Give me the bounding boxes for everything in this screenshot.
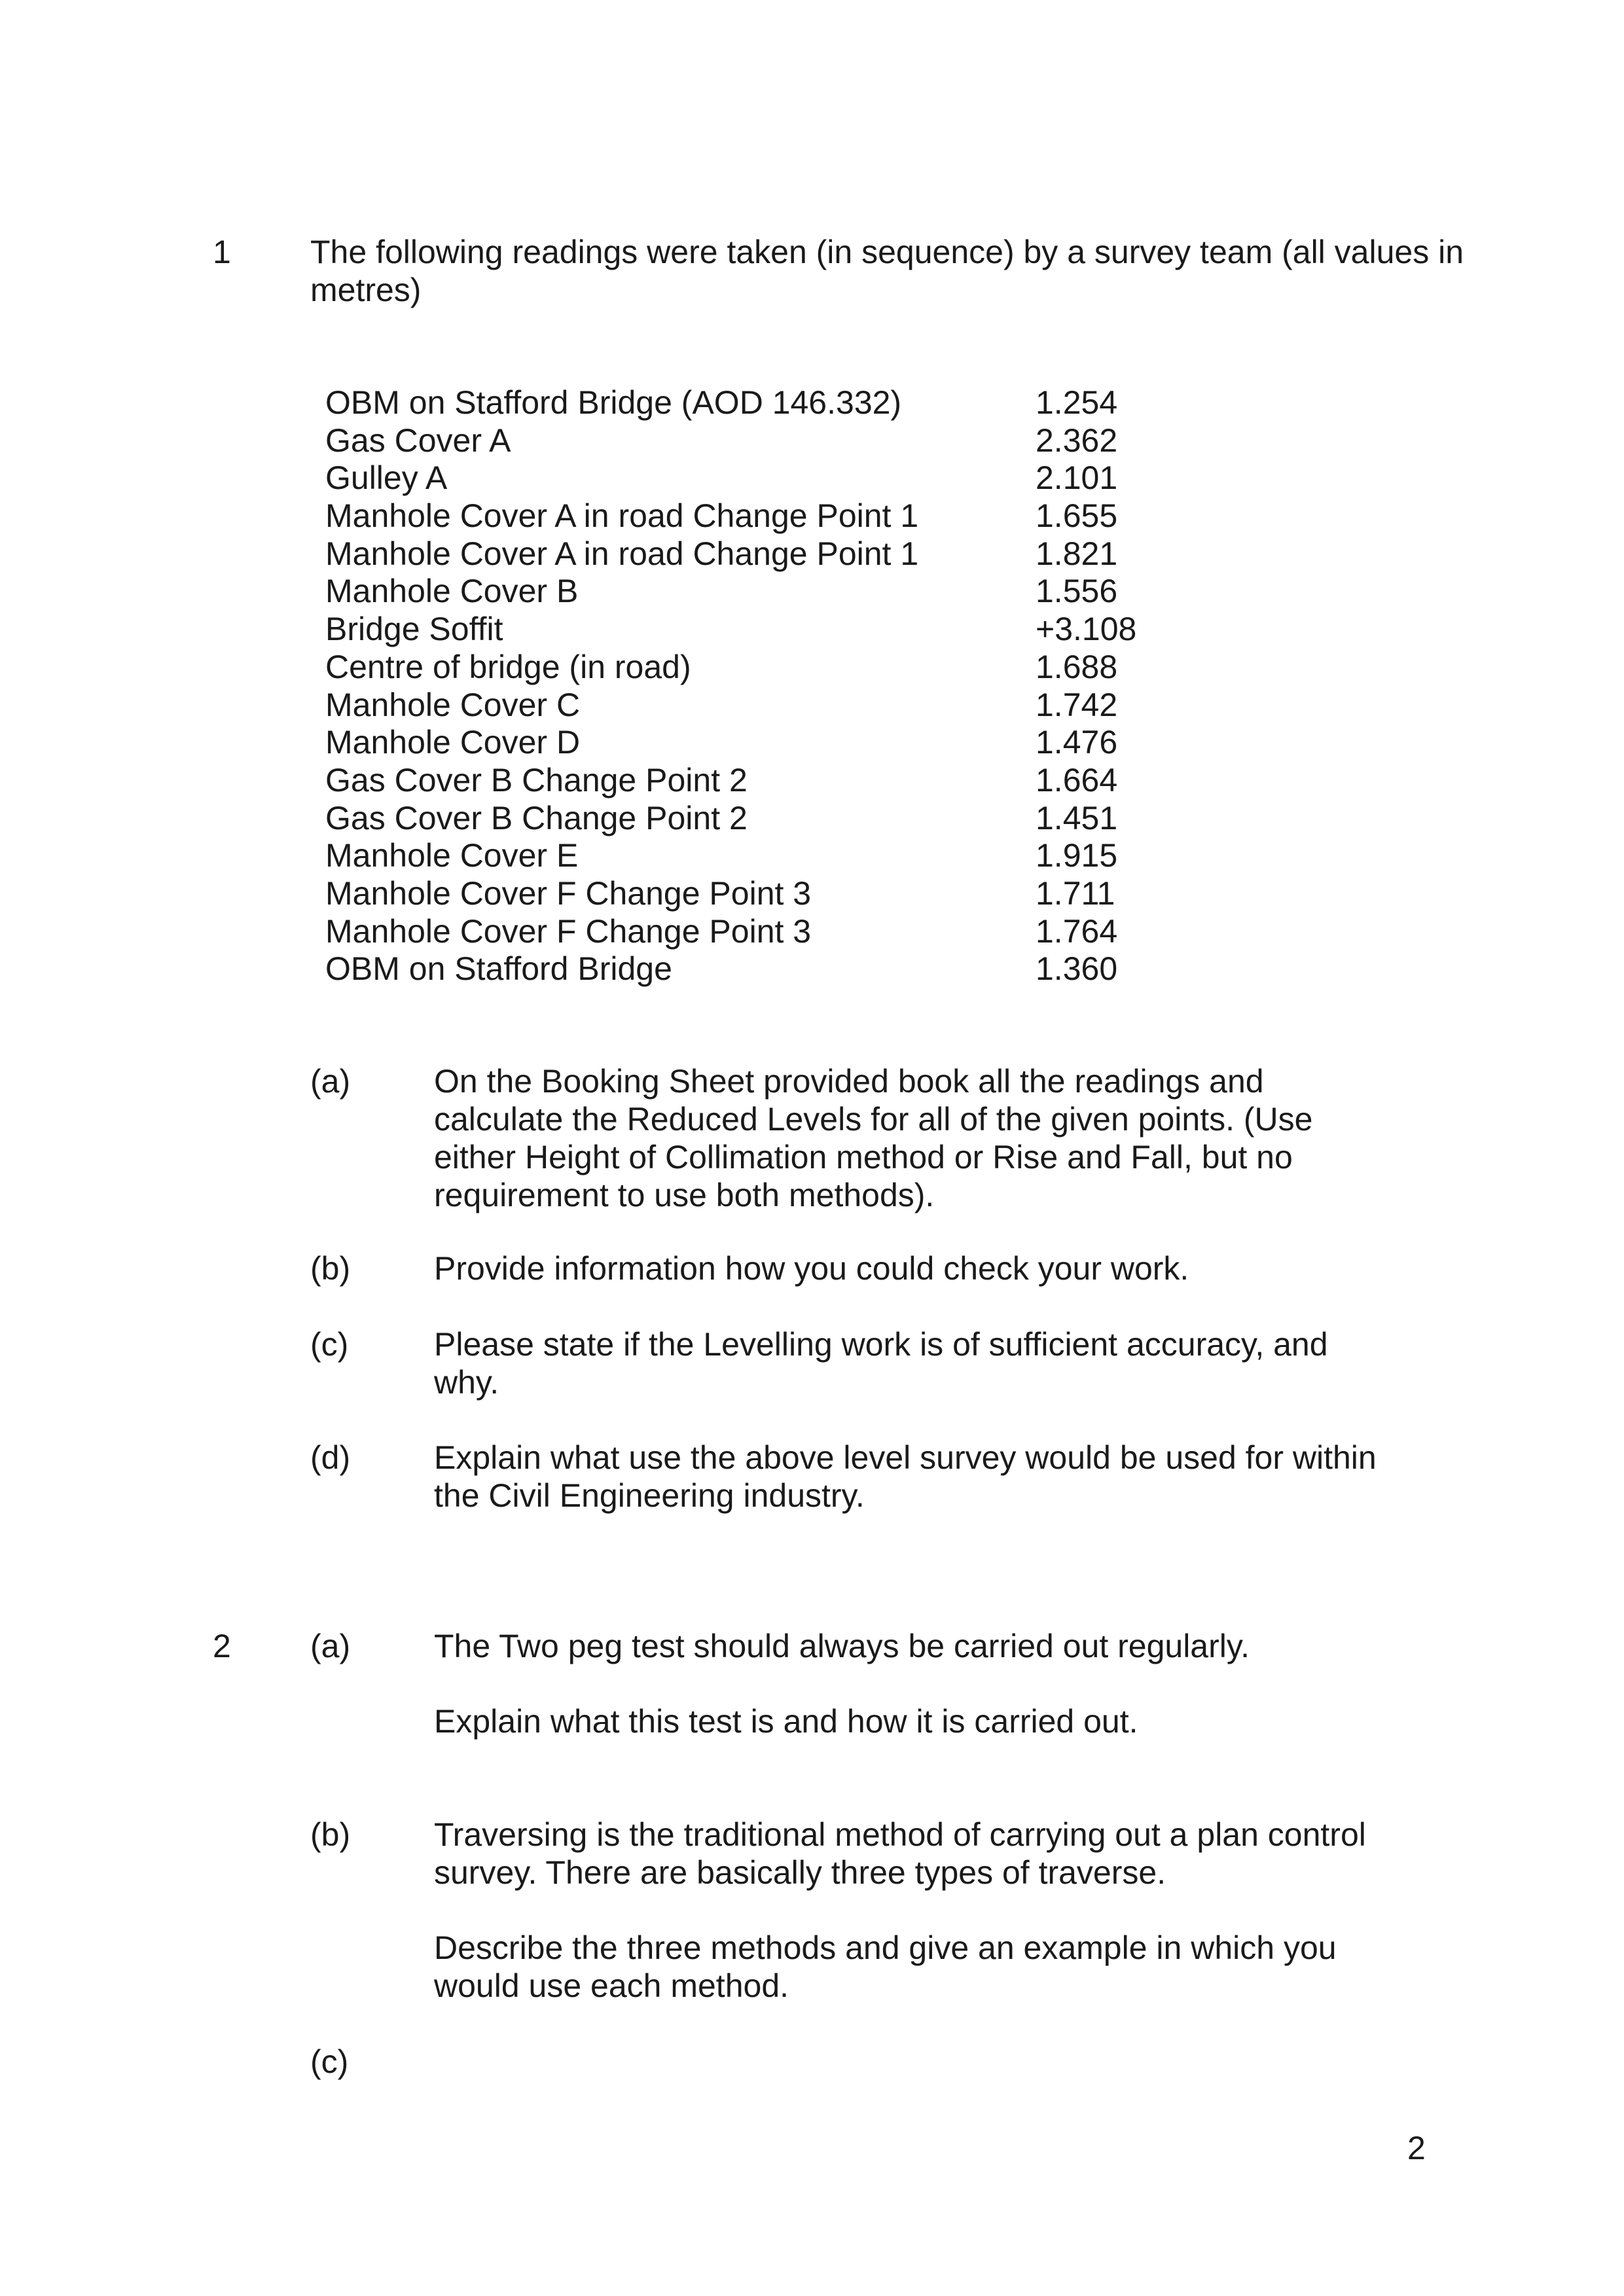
reading-row (325, 572, 1176, 610)
reading-value: 1.711 (1036, 874, 1115, 912)
q1-part-a-label: (a) (310, 1063, 351, 1100)
q2-part-a-text2: Explain what this test is and how it is carried out. (434, 1703, 1138, 1740)
reading-row (325, 648, 1176, 686)
reading-value: 1.821 (1036, 535, 1118, 572)
reading-value: 2.362 (1036, 422, 1118, 459)
reading-row (325, 950, 1176, 988)
reading-label: Manhole Cover D (325, 724, 581, 761)
reading-value: 1.556 (1036, 573, 1118, 610)
reading-value: 1.451 (1036, 799, 1118, 836)
reading-value: 1.254 (1036, 384, 1118, 421)
reading-row (325, 422, 1176, 459)
question-2-number: 2 (213, 1628, 231, 1664)
q1-part-b-label: (b) (310, 1250, 351, 1287)
q2-part-a-label: (a) (310, 1628, 351, 1664)
reading-row (325, 761, 1176, 799)
reading-label: Gas Cover A (325, 422, 511, 459)
q2-part-c-label: (c) (310, 2043, 349, 2080)
reading-row (325, 610, 1176, 648)
reading-value: +3.108 (1036, 611, 1137, 648)
reading-row (325, 836, 1176, 874)
reading-row (325, 912, 1176, 950)
reading-value: 1.655 (1036, 497, 1118, 535)
reading-row (325, 723, 1176, 761)
q1-part-d-label: (d) (310, 1439, 351, 1476)
q1-part-d-text: Explain what use the above level survey would be used for within the Civil Engineering industry. (434, 1439, 1377, 1514)
page-number: 2 (1407, 2130, 1426, 2166)
q2-part-b-label: (b) (310, 1816, 351, 1853)
reading-label: Manhole Cover E (325, 837, 579, 874)
reading-value: 1.664 (1036, 761, 1118, 798)
q1-part-b-text: Provide information how you could check your work. (434, 1250, 1189, 1287)
reading-value: 2.101 (1036, 459, 1118, 497)
q2-part-b-text2: Describe the three methods and give an example in which you would use each method. (434, 1929, 1337, 2004)
q1-part-a-text: On the Booking Sheet provided book all the readings and calculate the Reduced Levels for all of the given points. (Use either Height of Collimation method or Rise and Fall, but no requirement to use both methods). (434, 1063, 1313, 1213)
reading-label: Manhole Cover F Change Point 3 (325, 912, 812, 950)
reading-value: 1.742 (1036, 686, 1118, 723)
question-1-intro: The following readings were taken (in sequence) by a survey team (all values in metres) (310, 234, 1464, 308)
readings-list (325, 384, 1176, 988)
reading-row (325, 384, 1176, 422)
reading-label: Gulley A (325, 459, 448, 497)
q1-part-c-label: (c) (310, 1326, 349, 1363)
reading-label: Manhole Cover F Change Point 3 (325, 874, 812, 912)
reading-label: Gas Cover B Change Point 2 (325, 799, 748, 836)
reading-label: Manhole Cover A in road Change Point 1 (325, 497, 919, 535)
question-1-number: 1 (213, 234, 231, 270)
reading-value: 1.688 (1036, 648, 1118, 685)
q1-part-c-text: Please state if the Levelling work is of sufficient accuracy, and why. (434, 1326, 1328, 1401)
reading-label: Manhole Cover C (325, 686, 581, 723)
reading-label: Bridge Soffit (325, 611, 503, 648)
reading-label: OBM on Stafford Bridge (325, 950, 672, 988)
reading-label: Manhole Cover A in road Change Point 1 (325, 535, 919, 572)
reading-label: Centre of bridge (in road) (325, 648, 691, 685)
reading-row (325, 874, 1176, 912)
reading-label: OBM on Stafford Bridge (AOD 146.332) (325, 384, 902, 421)
reading-label: Gas Cover B Change Point 2 (325, 761, 748, 798)
reading-row (325, 497, 1176, 535)
reading-row (325, 686, 1176, 724)
q2-part-b-text: Traversing is the traditional method of carrying out a plan control survey. There are basically three types of traverse. (434, 1816, 1366, 1891)
reading-value: 1.764 (1036, 912, 1118, 950)
reading-row (325, 799, 1176, 837)
reading-row (325, 535, 1176, 573)
reading-value: 1.360 (1036, 950, 1118, 988)
reading-value: 1.476 (1036, 724, 1118, 761)
reading-value: 1.915 (1036, 837, 1118, 874)
reading-label: Manhole Cover B (325, 573, 579, 610)
q2-part-a-text: The Two peg test should always be carried out regularly. (434, 1628, 1250, 1664)
reading-row (325, 459, 1176, 497)
